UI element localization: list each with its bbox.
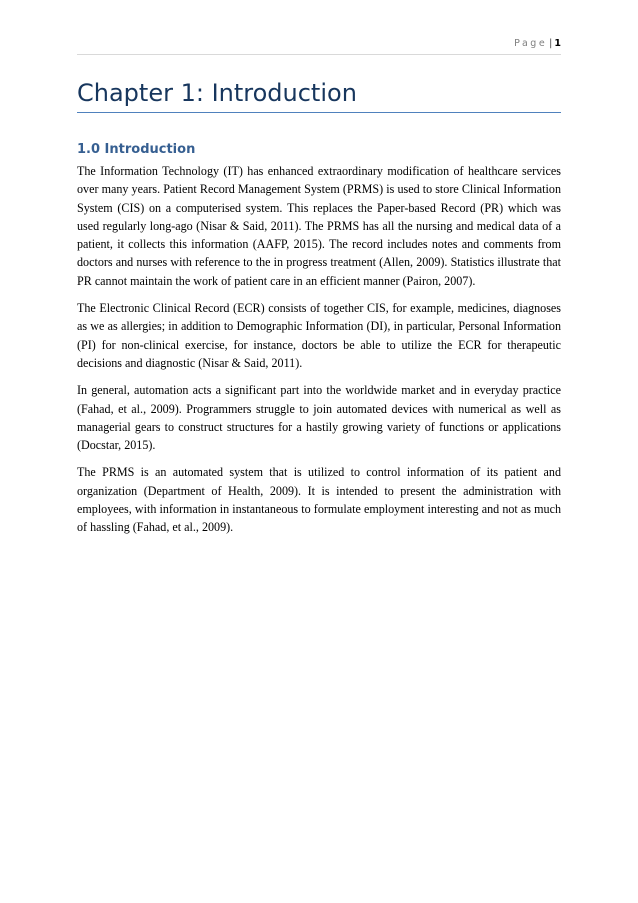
section-heading: 1.0 Introduction (77, 142, 196, 157)
page-label: Page (514, 38, 548, 49)
page-number: 1 (554, 38, 561, 49)
chapter-title: Chapter 1: Introduction (77, 78, 561, 113)
page-header (77, 38, 561, 55)
paragraph-3: In general, automation acts a significant part into the worldwide market and in everyday practice (Fahad, et al., 2009). Programmers struggle to join automated devices with numerical as well as managerial gears to construct structures for a hastily growing variety of functions or applications (Docstar, 2015). (77, 383, 561, 453)
paragraph-4: The PRMS is an automated system that is utilized to control information of its patient and organization (Department of Health, 2009). It is intended to present the administration with employees, with information in instantaneous to formulate employment interesting and not as much of hassling (Fahad, et al., 2009). (77, 465, 561, 535)
paragraph-2: The Electronic Clinical Record (ECR) consists of together CIS, for example, medicines, diagnoses as we as allergies; in addition to Demographic Information (DI), in particular, Personal Information (PI) for non-clinical exercise, for instance, doctors be able to utilize the ECR for therapeutic decisions and diagnostic (Nisar & Said, 2011). (77, 301, 561, 370)
body-text (77, 162, 561, 546)
page-separator: | (549, 38, 553, 49)
paragraph-1: The Information Technology (IT) has enhanced extraordinary modification of healthcare services over many years. Patient Record Management System (PRMS) is used to store Clinical Information System (CIS) on a computerised system. This replaces the Paper-based Record (PR) which was used regularly long-ago (Nisar & Said, 2011). The PRMS has all the nursing and medical data of a patient, it collects this information (AAFP, 2015). The record includes notes and comments from doctors and nurses with reference to the in progress treatment (Allen, 2009). Statistics illustrate that PR cannot maintain the work of patient care in an efficient manner (Pairon, 2007). (77, 164, 561, 288)
